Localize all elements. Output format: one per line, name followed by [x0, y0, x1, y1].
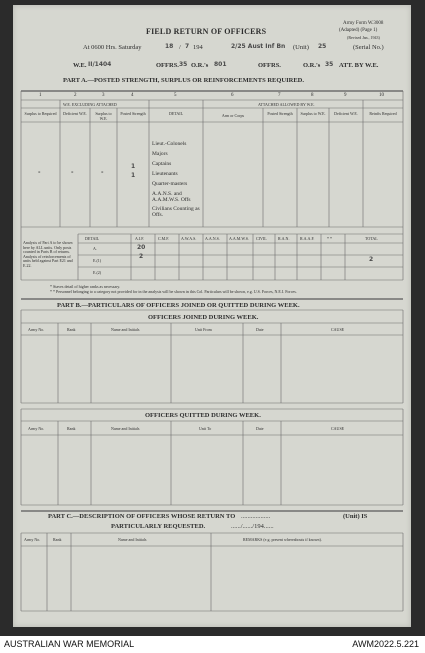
an-col-cmf: C.M.F. [158, 236, 170, 241]
institution-label: AUSTRALIAN WAR MEMORIAL [4, 639, 135, 649]
quitted-col-army-no: Army No. [28, 426, 45, 431]
part-a-heading: PART A.—POSTED STRENGTH, SURPLUS OR REINFORCEMENTS REQUIRED. [63, 77, 304, 84]
quitted-col-unit-to: Unit To [199, 426, 212, 431]
joined-col-rank: Rank [67, 327, 76, 332]
an-col-raaf: R.A.A.F. [300, 236, 315, 241]
an-col-aans: A.A.N.S. [205, 236, 220, 241]
hdr-reinfts: Reinfts Required [369, 111, 397, 116]
quitted-col-name: Name and Initials [111, 426, 140, 431]
hdr-arm-corps: Arm or Corps [221, 113, 245, 118]
hdr-surplus-required: Surplus to Required [24, 111, 57, 116]
mark-col4b: 1 [131, 172, 136, 179]
detail-lieutenants: Lieutenants [152, 171, 178, 177]
serial-entry: 25 [318, 43, 327, 50]
col-num-3: 3 [102, 93, 105, 98]
detail-aans: A.A.N.S. and [152, 191, 182, 197]
joined-col-unit-from: Unit From [195, 327, 212, 332]
col-num-10: 10 [379, 93, 384, 98]
detail-civilians: Civilians Counting as Offs. [152, 206, 200, 218]
joined-col-date: Date [256, 327, 264, 332]
we-group-header: W.E. EXCLUDING ATTACHED [63, 102, 117, 107]
ors-entry: 801 [214, 61, 227, 68]
att-group-header: ATTACHED ALLOWED BY W.E. [258, 102, 315, 107]
analysis-note: Analysis of Part A to be shown here by ALL units. Only posts counted in Parts B of returns. Analysis of reinforcements of units held against Part E21 and E.22. [23, 240, 73, 268]
an-aif-a: 20 [137, 244, 146, 251]
we-label: W.E. [73, 62, 87, 69]
col-num-6: 6 [231, 93, 234, 98]
joined-col-name: Name and Initials [111, 327, 140, 332]
col-num-8: 8 [311, 93, 314, 98]
part-b-heading: PART B.—PARTICULARS OF OFFICERS JOINED OR QUITTED DURING WEEK. [57, 302, 300, 309]
hdr-att-surplus: Surplus to W.E. [300, 111, 326, 116]
col-num-2: 2 [74, 93, 77, 98]
time-line-label: At 0600 Hrs. Saturday [83, 44, 142, 51]
quitted-col-date: Date [256, 426, 264, 431]
part-c-heading-1: PART C.—DESCRIPTION OF OFFICERS WHOSE RETURN TO [48, 513, 236, 520]
mark-col1: - [38, 169, 41, 176]
footnote-2: * * Personnel belonging to a category not provided for in the analysis will be shown in this Col. Particulars will be shown, e.g. U.S. Forces, N.E.I. Forces. [50, 289, 297, 294]
detail-captains: Captains [152, 161, 172, 167]
accession-number: AWM2022.5.221 [352, 639, 419, 649]
an-col-ran: R.A.N. [278, 236, 290, 241]
hdr-deficient-we: Deficient W.E. [63, 111, 87, 116]
mark-col4a: 1 [131, 163, 136, 170]
col-num-1: 1 [39, 93, 42, 98]
form-title: FIELD RETURN OF OFFICERS [146, 27, 267, 36]
detail-lt-col: Lieut.-Colonels [152, 141, 187, 147]
an-total: 2 [369, 256, 374, 263]
offrs2-label: OFFRS. [258, 62, 281, 69]
partc-col-remarks: REMARKS (e.g. present whereabouts if known). [243, 537, 322, 542]
an-col-aamws: A.A.M.W.S. [229, 236, 249, 241]
unit-entry: 2/25 Aust Inf Bn [231, 43, 286, 50]
hdr-detail: DETAIL [168, 111, 184, 116]
mark-col3: - [101, 169, 104, 176]
an-col-other: * * [327, 236, 332, 241]
quitted-col-rank: Rank [67, 426, 76, 431]
offrs-entry: 35 [179, 61, 188, 68]
att-label: ATT. BY W.E. [339, 62, 379, 69]
an-aif-e1: 2 [139, 253, 144, 260]
an-row-a: A. [93, 246, 97, 251]
form-sheet [13, 5, 411, 627]
unit-label: (Unit) [293, 44, 309, 51]
date-separator: / [179, 44, 181, 51]
joined-col-cause: CAUSE [331, 327, 345, 332]
col-num-5: 5 [174, 93, 177, 98]
ors2-entry: 35 [325, 61, 334, 68]
offrs-label: OFFRS. [156, 62, 179, 69]
partc-col-name: Name and Initials [118, 537, 147, 542]
an-row-e2: E.(2) [93, 270, 102, 275]
partc-col-army-no: Army No. [24, 537, 41, 542]
detail-aamws: A.A.M.W.S. Offs [152, 197, 191, 203]
hdr-att-posted: Posted Strength [267, 111, 293, 116]
part-c-date: ....../....../194...... [231, 523, 274, 530]
date-month: 7 [185, 43, 190, 50]
col-num-4: 4 [131, 93, 134, 98]
hdr-posted-strength: Posted Strength [120, 111, 146, 116]
col-num-9: 9 [344, 93, 347, 98]
archive-footer [0, 636, 425, 653]
serial-label: (Serial No.) [353, 44, 384, 51]
an-col-detail: DETAIL [85, 236, 100, 241]
an-col-aif: A.I.F. [135, 236, 145, 241]
partc-col-rank: Rank [53, 537, 62, 542]
col-num-7: 7 [278, 93, 281, 98]
ors2-label: O.R.'s [303, 62, 321, 69]
joined-col-army-no: Army No. [28, 327, 45, 332]
an-col-awas: A.W.A.S. [181, 236, 197, 241]
hdr-att-deficient: Deficient W.E. [334, 111, 358, 116]
an-col-total: TOTAL [365, 236, 378, 241]
an-col-civil: CIVIL [256, 236, 267, 241]
footnote-1: * Staves detail of higher ranks as necessary. [50, 284, 121, 289]
date-day: 18 [165, 43, 174, 50]
hdr-surplus-we: Surplus to W.E. [95, 111, 112, 121]
quitted-col-cause: CAUSE [331, 426, 345, 431]
part-c-heading-2: PARTICULARLY REQUESTED. [111, 523, 206, 530]
ors-label: O.R.'s [191, 62, 209, 69]
quitted-heading: OFFICERS QUITTED DURING WEEK. [145, 412, 261, 419]
form-number: Army Form W.3008 [343, 21, 384, 26]
form-adapted: (Adapted) (Page 1) [339, 28, 378, 33]
part-c-unit-label: (Unit) IS [343, 513, 368, 520]
detail-majors: Majors [152, 151, 168, 157]
form-revised: (Revised Jan., 1943) [347, 35, 380, 40]
an-row-e1: E.(1) [93, 258, 102, 263]
mark-col2: - [71, 169, 74, 176]
detail-qm: Quarter-masters [152, 181, 188, 187]
we-entry: II/1404 [88, 61, 112, 68]
joined-heading: OFFICERS JOINED DURING WEEK. [148, 314, 259, 321]
part-c-unit-dots: .................. [241, 513, 271, 520]
year-label: 194 [193, 44, 203, 51]
